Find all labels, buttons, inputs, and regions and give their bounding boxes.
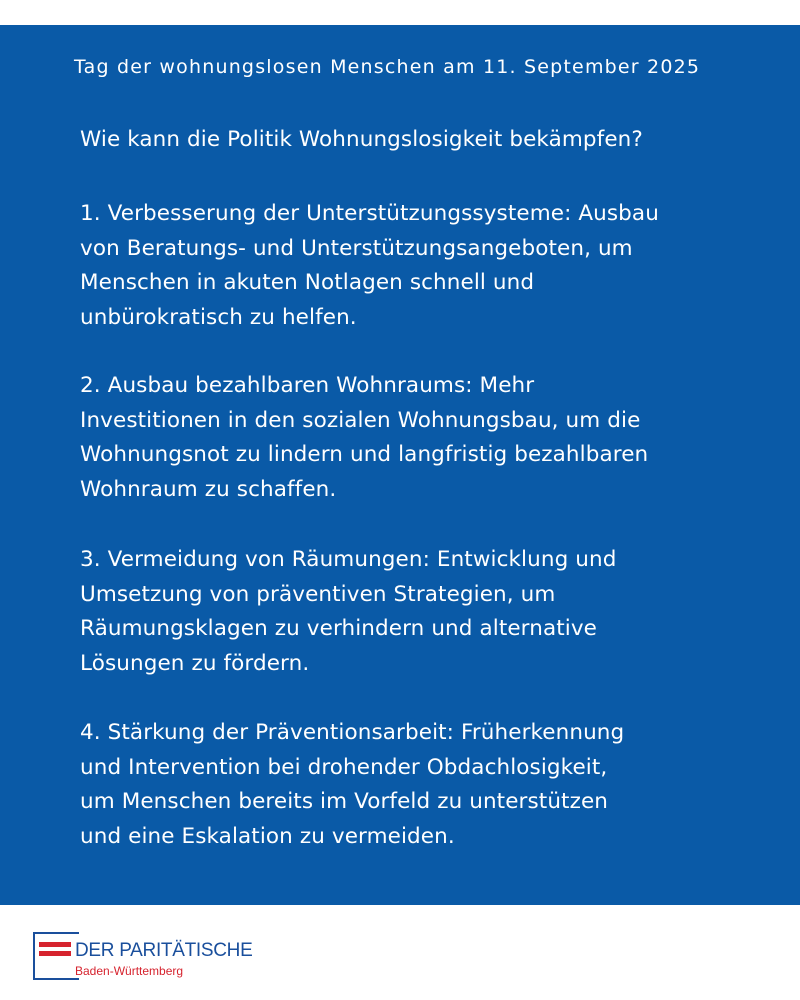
point-line: Räumungsklagen zu verhindern und alternative: [80, 616, 597, 641]
point-line: 4. Stärkung der Präventionsarbeit: Früherkennung: [80, 720, 625, 745]
point-line: 3. Vermeidung von Räumungen: Entwicklung und: [80, 547, 617, 572]
point-3: [80, 543, 760, 681]
footer: [0, 905, 800, 1000]
point-line: um Menschen bereits im Vorfeld zu unterstützen: [80, 789, 609, 814]
point-line: Umsetzung von präventiven Strategien, um: [80, 581, 556, 607]
top-margin: [0, 0, 800, 25]
point-line: von Beratungs- und Unterstützungsangeboten, um: [80, 235, 633, 261]
point-1: [80, 197, 760, 335]
point-4: [80, 716, 760, 854]
logo-bar-icon: [39, 951, 71, 956]
point-line: unbürokratisch zu helfen.: [80, 304, 357, 330]
main-question: Wie kann die Politik Wohnungslosigkeit bekämpfen?: [80, 127, 643, 152]
point-2: [80, 369, 760, 507]
point-line: Investitionen in den sozialen Wohnungsbau, um die: [80, 407, 641, 433]
paritaetische-logo: [33, 932, 273, 982]
content-panel: [0, 25, 800, 905]
point-line: 1. Verbesserung der Unterstützungssysteme: Ausbau: [80, 201, 659, 226]
point-line: Wohnraum zu schaffen.: [80, 476, 337, 502]
point-line: Menschen in akuten Notlagen schnell und: [80, 270, 535, 295]
point-line: 2. Ausbau bezahlbaren Wohnraums: Mehr: [80, 373, 535, 398]
logo-region: Baden-Württemberg: [75, 964, 184, 978]
point-line: und eine Eskalation zu vermeiden.: [80, 823, 455, 849]
event-title: Tag der wohnungslosen Menschen am 11. September 2025: [74, 56, 701, 78]
logo-bar-icon: [39, 942, 71, 947]
logo-frame-icon: [33, 932, 79, 980]
point-line: Wohnungsnot zu lindern und langfristig bezahlbaren: [80, 442, 649, 467]
point-line: und Intervention bei drohender Obdachlosigkeit,: [80, 754, 608, 780]
point-line: Lösungen zu fördern.: [80, 650, 310, 676]
logo-name: DER PARITÄTISCHE: [75, 940, 253, 961]
